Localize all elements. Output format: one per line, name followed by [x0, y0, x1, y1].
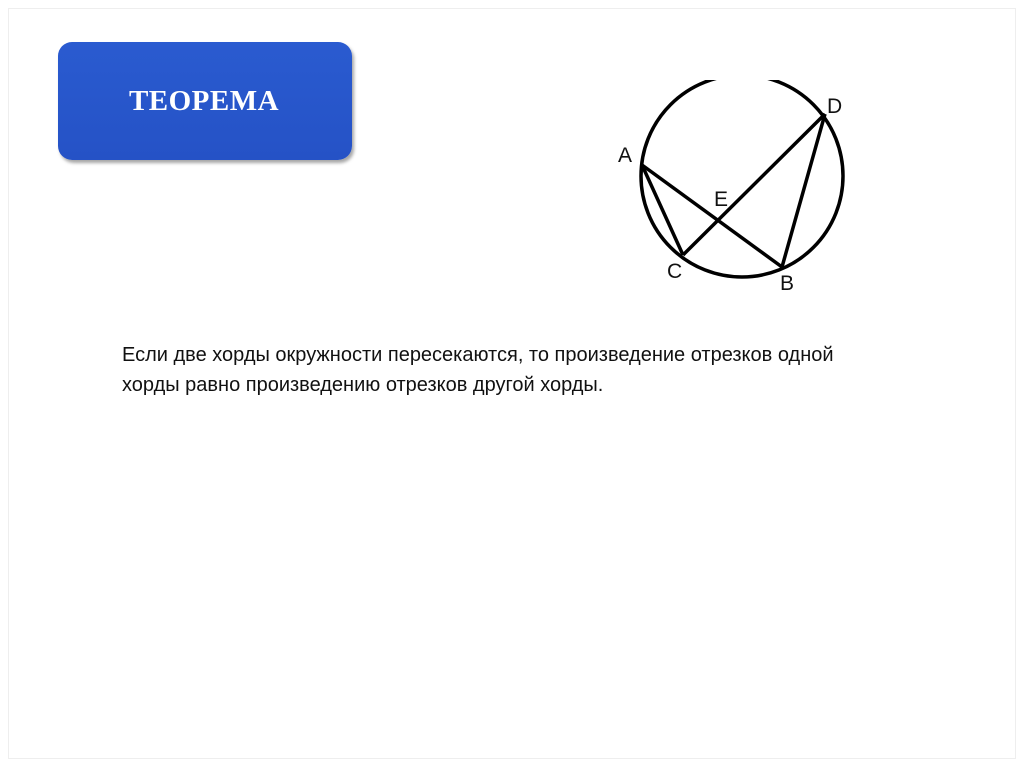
theorem-statement: Если две хорды окружности пересекаются, то произведение отрезков одной хорды равно произведению отрезков другой хорды.	[122, 344, 834, 396]
point-label-b: B	[780, 272, 795, 295]
slide-title: ТЕОРЕМА	[128, 84, 280, 117]
point-label-a: A	[618, 144, 633, 167]
title-badge	[58, 42, 352, 160]
chord-diagram-svg	[600, 80, 860, 300]
chord-ab	[642, 165, 782, 267]
point-label-e: E	[714, 188, 729, 211]
circle	[641, 80, 843, 277]
point-label-d: D	[827, 95, 843, 118]
chord-diagram	[600, 80, 860, 300]
point-label-c: C	[667, 260, 683, 283]
